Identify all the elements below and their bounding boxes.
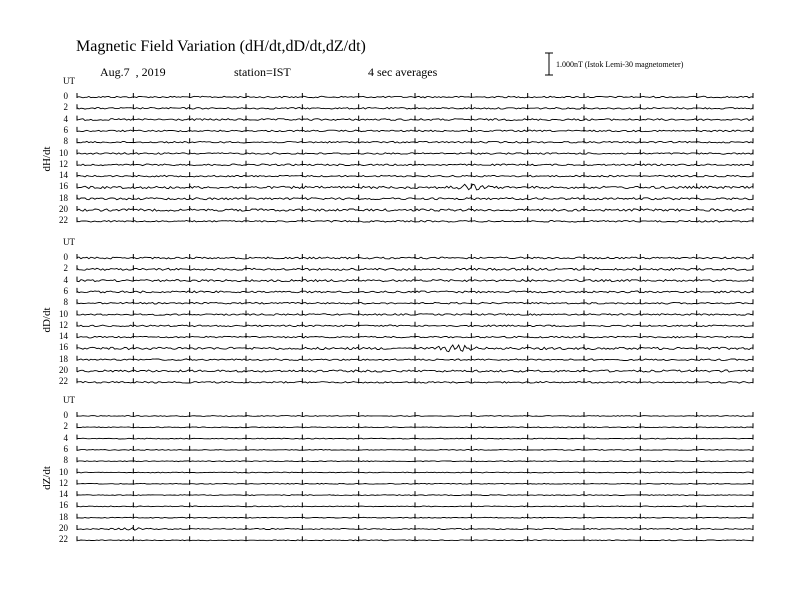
panel-ylabel: dZ/dt (41, 466, 53, 491)
trace-row (77, 457, 753, 462)
trace-row (77, 356, 753, 361)
hour-tick-label: 4 (63, 274, 68, 285)
hour-tick-label: 12 (59, 319, 68, 330)
trace-row (77, 525, 753, 530)
ut-label: UT (63, 395, 75, 405)
hour-tick-label: 0 (63, 91, 68, 101)
trace-row (77, 333, 753, 338)
hour-tick-label: 4 (63, 432, 68, 443)
trace-row (77, 150, 753, 155)
hour-tick-label: 12 (59, 477, 68, 488)
trace-row (77, 412, 753, 417)
hour-tick-label: 6 (63, 443, 68, 454)
trace-row (77, 435, 753, 440)
trace-row (77, 265, 753, 270)
averaging-label: 4 sec averages (368, 65, 438, 79)
trace-row (77, 491, 753, 496)
trace-row (77, 277, 753, 282)
ut-label: UT (63, 76, 75, 86)
trace-row (77, 217, 753, 222)
trace-row (77, 161, 753, 166)
trace-line (77, 438, 753, 439)
hour-tick-label: 8 (63, 455, 68, 466)
trace-row (77, 127, 753, 132)
hour-tick-label: 14 (59, 489, 68, 500)
trace-row (77, 502, 753, 507)
hour-tick-label: 2 (63, 421, 68, 432)
hour-tick-label: 8 (63, 136, 68, 147)
hour-tick-label: 22 (59, 215, 68, 226)
hour-tick-label: 6 (63, 124, 68, 135)
hour-tick-label: 20 (59, 204, 68, 214)
trace-row (77, 183, 753, 190)
hour-tick-label: 16 (59, 342, 68, 353)
hour-tick-label: 14 (59, 170, 68, 181)
hour-tick-label: 22 (59, 376, 68, 387)
trace-row (77, 93, 753, 98)
trace-row (77, 254, 753, 259)
hour-tick-label: 20 (59, 365, 68, 375)
hour-tick-label: 10 (59, 147, 68, 158)
scale-bar-label: 1.000nT (Istok Lemi-30 magnetometer) (556, 60, 684, 69)
hour-tick-label: 14 (59, 331, 68, 342)
trace-row (77, 367, 753, 372)
hour-tick-label: 2 (63, 263, 68, 274)
trace-row (77, 288, 753, 293)
trace-line (77, 427, 753, 428)
hour-tick-label: 16 (59, 181, 68, 192)
hour-tick-label: 22 (59, 534, 68, 545)
hour-tick-label: 0 (63, 410, 68, 420)
trace-row (77, 195, 753, 200)
hour-tick-label: 16 (59, 500, 68, 511)
hour-tick-label: 20 (59, 523, 68, 533)
trace-row (77, 480, 753, 485)
hour-tick-label: 8 (63, 297, 68, 308)
trace-line (77, 483, 753, 484)
trace-row (77, 536, 753, 541)
hour-tick-label: 4 (63, 113, 68, 124)
panel-ylabel: dD/dt (41, 307, 53, 333)
trace-row (77, 514, 753, 519)
scale-bar (545, 53, 553, 75)
trace-row (77, 423, 753, 428)
trace-row (77, 344, 753, 351)
hour-tick-label: 10 (59, 308, 68, 319)
trace-row (77, 104, 753, 109)
hour-tick-label: 10 (59, 466, 68, 477)
trace-row (77, 299, 753, 304)
hour-tick-label: 0 (63, 252, 68, 262)
date-label: Aug.7 , 2019 (100, 65, 166, 79)
trace-row (77, 116, 753, 121)
station-label: station=IST (234, 65, 291, 79)
chart-title: Magnetic Field Variation (dH/dt,dD/dt,dZ/dt) (76, 38, 366, 55)
trace-line (77, 517, 753, 518)
hour-tick-label: 12 (59, 158, 68, 169)
hour-tick-label: 2 (63, 102, 68, 113)
hour-tick-label: 6 (63, 285, 68, 296)
trace-row (77, 172, 753, 177)
trace-row (77, 378, 753, 383)
trace-row (77, 446, 753, 451)
trace-row (77, 138, 753, 143)
hour-tick-label: 18 (59, 353, 68, 364)
trace-row (77, 469, 753, 474)
panel-ylabel: dH/dt (41, 146, 53, 172)
trace-row (77, 206, 753, 211)
hour-tick-label: 18 (59, 511, 68, 522)
hour-tick-label: 18 (59, 192, 68, 203)
trace-row (77, 311, 753, 316)
ut-label: UT (63, 237, 75, 247)
trace-row (77, 322, 753, 327)
